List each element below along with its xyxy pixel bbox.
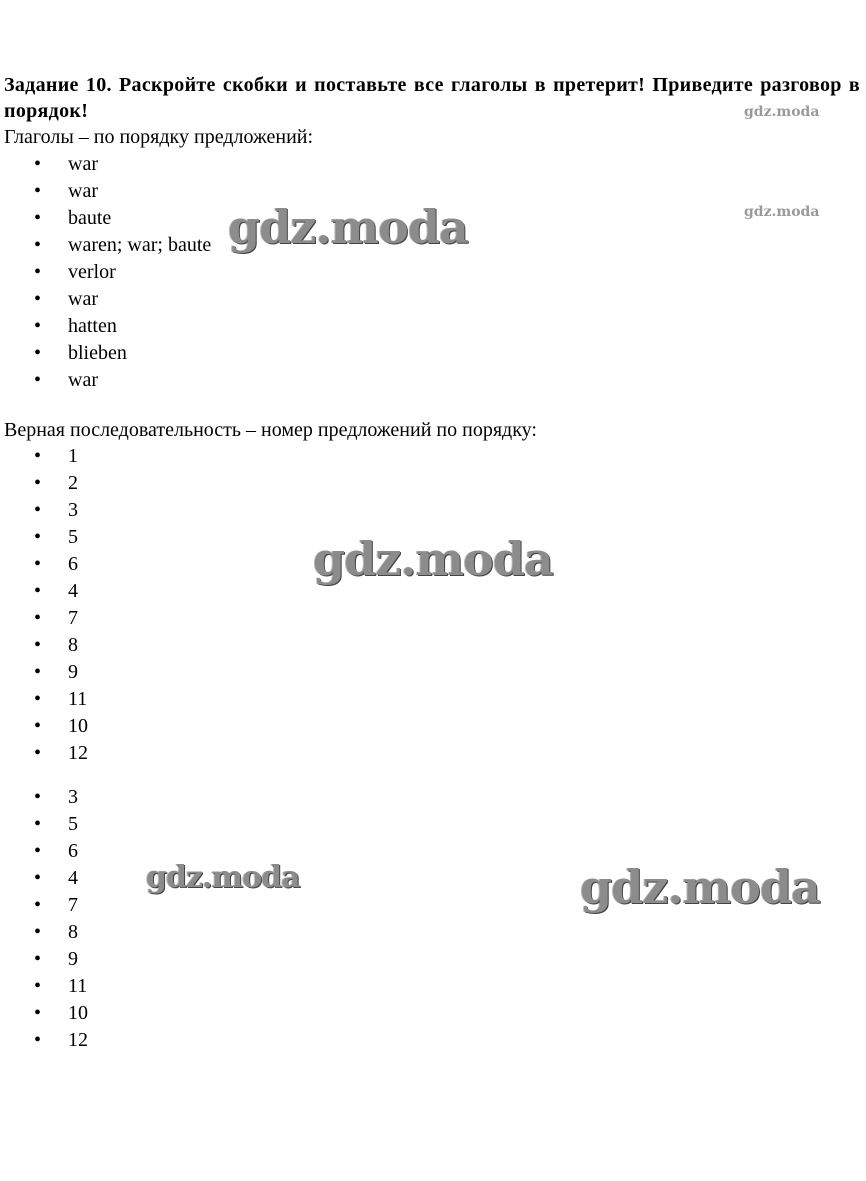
list-item: • 8 — [0, 633, 400, 660]
list-item: • 10 — [0, 1001, 400, 1028]
list-item: • hatten — [0, 314, 400, 341]
list-item: • waren; war; baute — [0, 233, 400, 260]
list-item: • 6 — [0, 839, 400, 866]
watermark-logo: gdz.moda — [744, 104, 820, 120]
list-item: • war — [0, 287, 400, 314]
list-item: • blieben — [0, 341, 400, 368]
list-item: • 9 — [0, 660, 400, 687]
list-item: • war — [0, 368, 400, 395]
list-item: • 4 — [0, 866, 400, 893]
list-item: • 1 — [0, 444, 400, 471]
list-item: • 3 — [0, 498, 400, 525]
list-item: • 8 — [0, 920, 400, 947]
order-list-2 — [0, 785, 400, 1055]
order-heading: Верная последовательность – номер предложений по порядку: — [4, 419, 537, 441]
list-item: • 11 — [0, 687, 400, 714]
list-item: • 2 — [0, 471, 400, 498]
task-title: Задание 10. Раскройте скобки и поставьте все глаголы в претерит! Приведите разговор в порядок! — [4, 74, 860, 122]
list-item: • war — [0, 179, 400, 206]
list-item: • 4 — [0, 579, 400, 606]
watermark-logo: gdz.moda — [228, 200, 468, 254]
list-item: • 7 — [0, 606, 400, 633]
watermark-logo: gdz.moda — [744, 204, 820, 220]
order-list-1 — [0, 444, 400, 768]
verbs-heading: Глаголы – по порядку предложений: — [4, 126, 314, 148]
list-item: • verlor — [0, 260, 400, 287]
list-item: • baute — [0, 206, 400, 233]
watermark-logo: gdz.moda — [313, 532, 553, 586]
list-item: • 5 — [0, 812, 400, 839]
list-item: • 12 — [0, 741, 400, 768]
list-item: • war — [0, 152, 400, 179]
list-item: • 10 — [0, 714, 400, 741]
list-item: • 9 — [0, 947, 400, 974]
watermark-logo: gdz.moda — [146, 860, 300, 895]
list-item: • 3 — [0, 785, 400, 812]
list-item: • 11 — [0, 974, 400, 1001]
list-item: • 12 — [0, 1028, 400, 1055]
list-item: • 7 — [0, 893, 400, 920]
watermark-logo: gdz.moda — [580, 860, 820, 914]
list-item: • 6 — [0, 552, 400, 579]
list-item: • 5 — [0, 525, 400, 552]
verbs-list — [0, 152, 400, 395]
